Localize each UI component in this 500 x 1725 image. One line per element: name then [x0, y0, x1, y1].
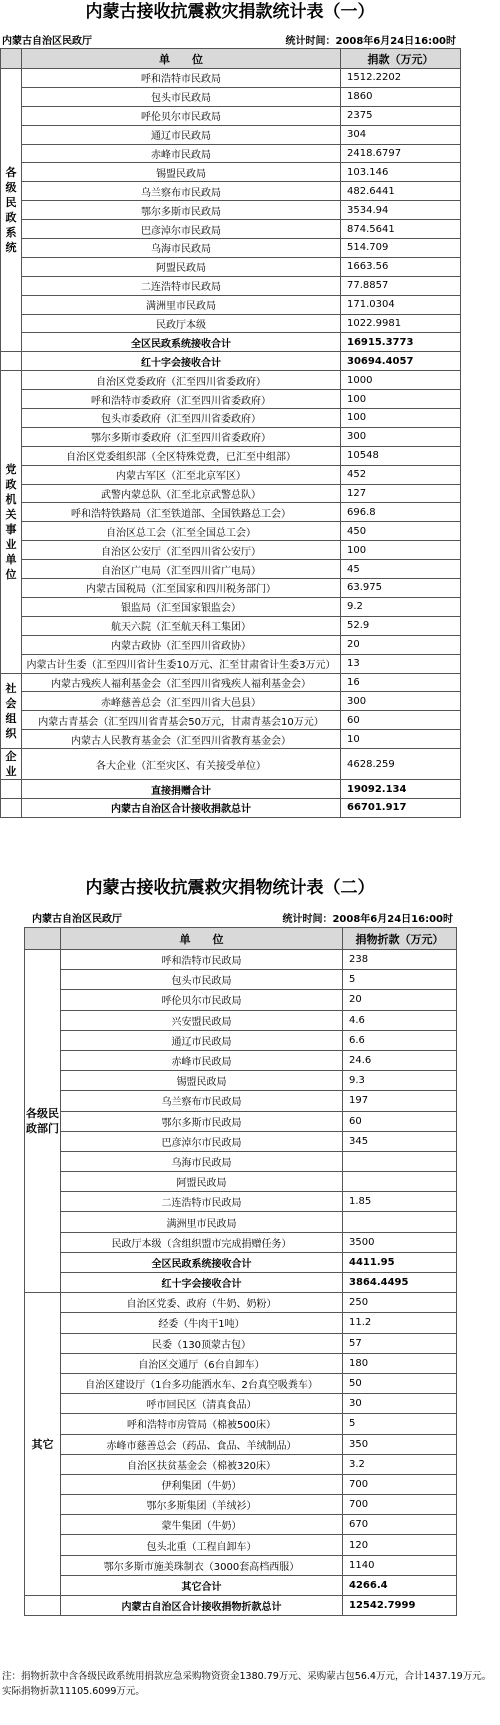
- table-row: [25, 1050, 457, 1070]
- unit-name: 呼伦贝尔市民政局: [22, 106, 341, 125]
- unit-name: 呼和浩特铁路局（汇至铁道部、全国铁路总工会）: [22, 503, 341, 522]
- donation-value: 300: [341, 692, 461, 711]
- table-row: [25, 1172, 457, 1192]
- donation-value: 103.146: [341, 163, 461, 182]
- table-row: [25, 1454, 457, 1474]
- unit-name: 内蒙古残疾人福利基金会（汇至四川省残疾人福利基金会）: [22, 673, 341, 692]
- donation-value: 1140: [343, 1555, 457, 1575]
- donation-value: [343, 1151, 457, 1171]
- unit-name: 兴安盟民政局: [61, 1010, 343, 1030]
- unit-name: 内蒙古国税局（汇至国家和四川税务部门）: [22, 579, 341, 598]
- unit-name: 自治区党委、政府（牛奶、奶粉）: [61, 1293, 343, 1313]
- donation-value: 100: [341, 409, 461, 428]
- header-value: 捐物折款（万元）: [343, 928, 457, 950]
- table-row: [25, 1071, 457, 1091]
- table-row: [1, 276, 461, 295]
- donation-value: 16: [341, 673, 461, 692]
- unit-name: 阿盟民政局: [61, 1172, 343, 1192]
- donation-value: 5: [343, 1414, 457, 1434]
- table-row: [1, 749, 461, 780]
- subtotal-row: [1, 333, 461, 352]
- table-row: [1, 144, 461, 163]
- donation-value: 1860: [341, 87, 461, 106]
- table-row: [1, 692, 461, 711]
- table-row: [1, 446, 461, 465]
- table-row: [1, 560, 461, 579]
- table-row: [1, 711, 461, 730]
- unit-name: 呼和浩特市民政局: [22, 69, 341, 88]
- donation-value: 4628.259: [341, 749, 461, 780]
- unit-name: 呼伦贝尔市民政局: [61, 990, 343, 1010]
- unit-name: 航天六院（汇至航天科工集团）: [22, 616, 341, 635]
- unit-name: 民政厅本级: [22, 314, 341, 333]
- unit-name: 包头北重（工程自卸车）: [61, 1535, 343, 1555]
- table-row: [1, 427, 461, 446]
- table-row: [25, 1414, 457, 1434]
- donation-value: 452: [341, 465, 461, 484]
- donation-value: 238: [343, 950, 457, 970]
- unit-name: 内蒙古青基会（汇至四川省青基会50万元，甘肃青基会10万元）: [22, 711, 341, 730]
- subtotal-label: 全区民政系统接收合计: [61, 1252, 343, 1272]
- donation-value: 100: [341, 541, 461, 560]
- direct-total-value: 19092.134: [341, 780, 461, 799]
- unit-name: 自治区党委组织部（全区特殊党费，已汇至中组部）: [22, 446, 341, 465]
- header-unit: 单 位: [61, 928, 343, 950]
- donation-value: 1000: [341, 371, 461, 390]
- header-blank: [1, 49, 22, 69]
- group-label-party: 党政机关 事业单位: [1, 371, 22, 673]
- unit-name: 包头市民政局: [22, 87, 341, 106]
- donation-value: 514.709: [341, 239, 461, 258]
- redcross-value: 30694.4057: [341, 352, 461, 371]
- donation-value: 127: [341, 484, 461, 503]
- donation-value: 1022.9981: [341, 314, 461, 333]
- table-row: [1, 239, 461, 258]
- donation-table: [0, 48, 461, 818]
- table-row: [1, 635, 461, 654]
- unit-name: 自治区建设厅（1台多功能洒水车、2台真空吸粪车）: [61, 1373, 343, 1393]
- table-row: [25, 950, 457, 970]
- table-row: [1, 125, 461, 144]
- footnote: 注：捐物折款中含各级民政系统用捐款应急采购物资资金1380.79万元、采购蒙古包56.4万元，合计1437.19万元。实际捐物折款11105.6099万元。: [2, 1671, 492, 1697]
- unit-name: 包头市民政局: [61, 970, 343, 990]
- table-row: [1, 503, 461, 522]
- unit-name: 内蒙古军区（汇至北京军区）: [22, 465, 341, 484]
- header-unit: 单 位: [22, 49, 341, 69]
- subtotal-row: [1, 352, 461, 371]
- donation-value: [343, 1172, 457, 1192]
- donation-value: 63.975: [341, 579, 461, 598]
- table-row: [25, 1111, 457, 1131]
- grand-total-label: 内蒙古自治区合计接收捐物折款总计: [61, 1596, 343, 1616]
- table-row: [25, 1192, 457, 1212]
- table-row: [1, 201, 461, 220]
- unit-name: 锡盟民政局: [61, 1071, 343, 1091]
- table-row: [1, 220, 461, 239]
- donation-value: 10548: [341, 446, 461, 465]
- donation-value: 77.8857: [341, 276, 461, 295]
- donation-value: 700: [343, 1495, 457, 1515]
- donation-value: 304: [341, 125, 461, 144]
- donation-value: 3500: [343, 1232, 457, 1252]
- unit-name: 乌兰察布市民政局: [61, 1091, 343, 1111]
- donation-value: 45: [341, 560, 461, 579]
- unit-name: 锡盟民政局: [22, 163, 341, 182]
- unit-name: 鄂尔多斯市委政府（汇至四川省委政府）: [22, 427, 341, 446]
- table-row: [1, 579, 461, 598]
- table-row: [1, 616, 461, 635]
- donation-value: 3534.94: [341, 201, 461, 220]
- table-row: [25, 1131, 457, 1151]
- unit-name: 巴彦淖尔市民政局: [22, 220, 341, 239]
- table-row: [1, 106, 461, 125]
- donation-value: 670: [343, 1515, 457, 1535]
- table-row: [1, 314, 461, 333]
- unit-name: 内蒙古人民教育基金会（汇至四川省教育基金会）: [22, 730, 341, 749]
- table-row: [1, 730, 461, 749]
- unit-name: 自治区公安厅（汇至四川省公安厅）: [22, 541, 341, 560]
- table-row: [1, 390, 461, 409]
- table-row: [25, 1474, 457, 1494]
- table-row: [1, 522, 461, 541]
- donation-value: 5: [343, 970, 457, 990]
- table-row: [1, 484, 461, 503]
- unit-name: 内蒙古计生委（汇至四川省计生委10万元、汇至甘肃省计生委3万元）: [22, 654, 341, 673]
- table-row: [25, 1313, 457, 1333]
- unit-name: 赤峰市慈善总会（药品、食品、羊绒制品）: [61, 1434, 343, 1454]
- donation-value: 171.0304: [341, 295, 461, 314]
- table-row: [25, 990, 457, 1010]
- table-row: [25, 1232, 457, 1252]
- donation-value: 11.2: [343, 1313, 457, 1333]
- unit-name: 自治区党委政府（汇至四川省委政府）: [22, 371, 341, 390]
- table-row: [25, 1333, 457, 1353]
- table-row: [25, 1353, 457, 1373]
- unit-name: 阿盟民政局: [22, 257, 341, 276]
- donation-value: 13: [341, 654, 461, 673]
- subtotal-row: [25, 1575, 457, 1595]
- table-row: [1, 371, 461, 390]
- unit-name: 鄂尔多斯集团（羊绒衫）: [61, 1495, 343, 1515]
- donation-value: 874.5641: [341, 220, 461, 239]
- donation-value: 6.6: [343, 1030, 457, 1050]
- table-row: [1, 87, 461, 106]
- subtotal-value: 4411.95: [343, 1252, 457, 1272]
- unit-name: 自治区扶贫基金会（棉被320床）: [61, 1454, 343, 1474]
- donation-value: 120: [343, 1535, 457, 1555]
- unit-name: 通辽市民政局: [22, 125, 341, 144]
- direct-total-label: 直接捐赠合计: [22, 780, 341, 799]
- donation-value: 20: [343, 990, 457, 1010]
- subtotal-row: [25, 1273, 457, 1293]
- group-label-enterprise: 企业: [1, 749, 22, 780]
- group-label-civil: 各级民政系统: [1, 69, 22, 352]
- unit-name: 乌海市民政局: [61, 1151, 343, 1171]
- grand-total-row: [1, 798, 461, 817]
- grand-total-value: 12542.7999: [343, 1596, 457, 1616]
- unit-name: 自治区总工会（汇至全国总工会）: [22, 522, 341, 541]
- unit-name: 自治区广电局（汇至四川省广电局）: [22, 560, 341, 579]
- header-value: 捐款（万元）: [341, 49, 461, 69]
- donation-value: 3.2: [343, 1454, 457, 1474]
- donation-value: 30: [343, 1394, 457, 1414]
- donation-value: 696.8: [341, 503, 461, 522]
- unit-name: 呼和浩特市房管局（棉被500床）: [61, 1414, 343, 1434]
- donation-value: 2375: [341, 106, 461, 125]
- unit-name: 赤峰市民政局: [61, 1050, 343, 1070]
- unit-name: 自治区交通厅（6台自卸车）: [61, 1353, 343, 1373]
- table-row: [25, 1515, 457, 1535]
- blank-cell: [1, 352, 22, 371]
- donation-value: 300: [341, 427, 461, 446]
- donation-value: 345: [343, 1131, 457, 1151]
- table-row: [25, 1010, 457, 1030]
- grand-total-label: 内蒙古自治区合计接收捐款总计: [22, 798, 341, 817]
- redcross-label: 红十字会接收合计: [61, 1273, 343, 1293]
- donation-value: 10: [341, 730, 461, 749]
- donation-value: 700: [343, 1474, 457, 1494]
- donation-value: 2418.6797: [341, 144, 461, 163]
- table-row: [25, 1030, 457, 1050]
- table-row: [25, 1495, 457, 1515]
- table1-org: 内蒙古自治区民政厅: [2, 36, 92, 47]
- subtotal-row: [25, 1252, 457, 1272]
- donation-value: 57: [343, 1333, 457, 1353]
- donation-value: 24.6: [343, 1050, 457, 1070]
- unit-name: 巴彦淖尔市民政局: [61, 1131, 343, 1151]
- header-blank: [25, 928, 61, 950]
- table-row: [1, 541, 461, 560]
- unit-name: 鄂尔多斯市施美珠制衣（3000套高档西服）: [61, 1555, 343, 1575]
- table2-org: 内蒙古自治区民政厅: [32, 914, 122, 925]
- table-row: [25, 1394, 457, 1414]
- group-label-civil: 各级民政部门: [25, 950, 61, 1293]
- table1-meta: [0, 30, 458, 48]
- table-header: [25, 928, 457, 950]
- unit-name: 民政厅本级（含组织盟市完成捐赠任务）: [61, 1232, 343, 1252]
- unit-name: 二连浩特市民政局: [22, 276, 341, 295]
- unit-name: 银监局（汇至国家银监会）: [22, 597, 341, 616]
- table1-title: 内蒙古接收抗震救灾捐款统计表（一）: [85, 2, 375, 22]
- donation-value: 250: [343, 1293, 457, 1313]
- blank-cell: [1, 780, 22, 799]
- blank-cell: [1, 798, 22, 817]
- table-row: [1, 409, 461, 428]
- unit-name: 呼和浩特市民政局: [61, 950, 343, 970]
- unit-name: 呼和浩特市委政府（汇至四川省委政府）: [22, 390, 341, 409]
- unit-name: 武警内蒙总队（汇至北京武警总队）: [22, 484, 341, 503]
- unit-name: 赤峰市民政局: [22, 144, 341, 163]
- subtotal-value: 16915.3773: [341, 333, 461, 352]
- unit-name: 蒙牛集团（牛奶）: [61, 1515, 343, 1535]
- donation-value: 482.6441: [341, 182, 461, 201]
- blank-cell: [25, 1596, 61, 1616]
- unit-name: 二连浩特市民政局: [61, 1192, 343, 1212]
- redcross-label: 红十字会接收合计: [22, 352, 341, 371]
- donation-value: 4.6: [343, 1010, 457, 1030]
- unit-name: 内蒙古政协（汇至四川省政协）: [22, 635, 341, 654]
- table-row: [25, 1434, 457, 1454]
- table-row: [25, 1293, 457, 1313]
- donation-value: 100: [341, 390, 461, 409]
- table-row: [1, 465, 461, 484]
- donation-value: 1512.2202: [341, 69, 461, 88]
- table2-meta: [30, 908, 455, 926]
- goods-donation-table: [24, 927, 457, 1616]
- subtotal-label: 全区民政系统接收合计: [22, 333, 341, 352]
- table-row: [25, 1535, 457, 1555]
- group-label-social: 社会组织: [1, 673, 22, 749]
- unit-name: 满洲里市民政局: [61, 1212, 343, 1232]
- table-row: [25, 1151, 457, 1171]
- subtotal-row: [1, 780, 461, 799]
- table-row: [25, 970, 457, 990]
- other-total-label: 其它合计: [61, 1575, 343, 1595]
- unit-name: 乌海市民政局: [22, 239, 341, 258]
- unit-name: 满洲里市民政局: [22, 295, 341, 314]
- unit-name: 鄂尔多斯市民政局: [61, 1111, 343, 1131]
- table-row: [25, 1373, 457, 1393]
- donation-value: [343, 1212, 457, 1232]
- table-row: [1, 69, 461, 88]
- table-row: [1, 673, 461, 692]
- table-row: [25, 1555, 457, 1575]
- table-row: [1, 597, 461, 616]
- donation-value: 60: [343, 1111, 457, 1131]
- table-row: [1, 163, 461, 182]
- table-row: [25, 1091, 457, 1111]
- unit-name: 通辽市民政局: [61, 1030, 343, 1050]
- redcross-value: 3864.4495: [343, 1273, 457, 1293]
- unit-name: 呼市回民区（清真食品）: [61, 1394, 343, 1414]
- group-label-other: 其它: [25, 1293, 61, 1596]
- table-row: [25, 1212, 457, 1232]
- donation-value: 1.85: [343, 1192, 457, 1212]
- other-total-value: 4266.4: [343, 1575, 457, 1595]
- donation-value: 180: [343, 1353, 457, 1373]
- donation-value: 50: [343, 1373, 457, 1393]
- unit-name: 民委（130顶蒙古包）: [61, 1333, 343, 1353]
- unit-name: 伊利集团（牛奶）: [61, 1474, 343, 1494]
- donation-value: 450: [341, 522, 461, 541]
- unit-name: 经委（牛肉干1吨）: [61, 1313, 343, 1333]
- table1-time: 统计时间：2008年6月24日16:00时: [285, 36, 456, 47]
- table-row: [1, 295, 461, 314]
- table2-time: 统计时间：2008年6月24日16:00时: [282, 914, 453, 925]
- table2-title: 内蒙古接收抗震救灾捐物统计表（二）: [85, 878, 375, 898]
- donation-value: 52.9: [341, 616, 461, 635]
- donation-value: 9.3: [343, 1071, 457, 1091]
- unit-name: 包头市委政府（汇至四川省委政府）: [22, 409, 341, 428]
- donation-value: 9.2: [341, 597, 461, 616]
- table-row: [1, 257, 461, 276]
- unit-name: 鄂尔多斯市民政局: [22, 201, 341, 220]
- table-row: [1, 654, 461, 673]
- unit-name: 赤峰慈善总会（汇至四川省大邑县）: [22, 692, 341, 711]
- unit-name: 乌兰察布市民政局: [22, 182, 341, 201]
- donation-value: 60: [341, 711, 461, 730]
- grand-total-row: [25, 1596, 457, 1616]
- grand-total-value: 66701.917: [341, 798, 461, 817]
- table-row: [1, 182, 461, 201]
- donation-value: 20: [341, 635, 461, 654]
- table-header: [1, 49, 461, 69]
- donation-value: 197: [343, 1091, 457, 1111]
- donation-value: 1663.56: [341, 257, 461, 276]
- unit-name: 各大企业（汇至灾区、有关接受单位）: [22, 749, 341, 780]
- donation-value: 350: [343, 1434, 457, 1454]
